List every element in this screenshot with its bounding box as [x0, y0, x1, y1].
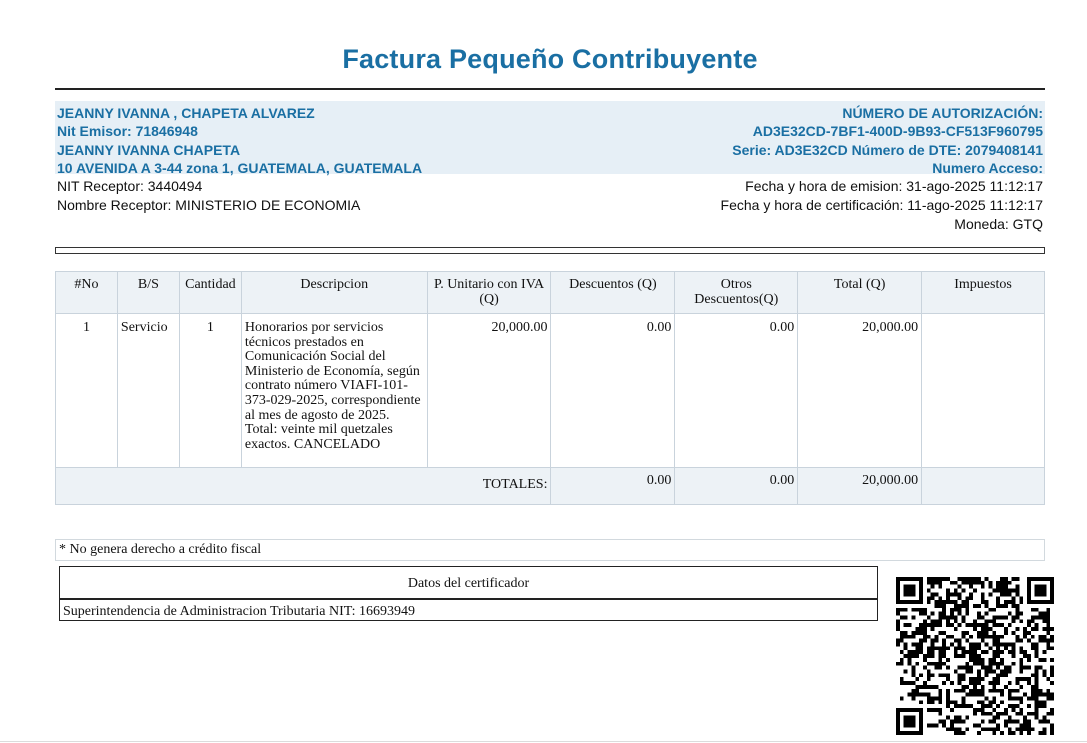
autorizacion-info: [732, 104, 1043, 177]
cell-no: 1: [56, 314, 118, 468]
cell-impuestos: [922, 314, 1045, 468]
cell-total: 20,000.00: [798, 314, 922, 468]
col-header-bs: B/S: [117, 272, 179, 314]
certificador-box: [59, 566, 878, 621]
certificador-detalle: Superintendencia de Administracion Tributaria NIT: 16693949: [63, 604, 415, 619]
autorizacion-label: NÚMERO DE AUTORIZACIÓN:: [842, 105, 1043, 121]
certificador-title: Datos del certificador: [60, 567, 877, 600]
page-bottom-edge: [0, 741, 1087, 742]
col-header-otros: Otros Descuentos(Q): [675, 272, 798, 314]
fecha-certificacion: Fecha y hora de certificación: 11-ago-2025 11:12:17: [720, 197, 1043, 213]
totals-total: 20,000.00: [798, 468, 922, 505]
title-divider: [55, 88, 1045, 90]
moneda: Moneda: GTQ: [954, 216, 1043, 232]
totals-otros: 0.00: [675, 468, 798, 505]
emisor-info: [57, 104, 422, 177]
emisor-direccion: 10 AVENIDA A 3-44 zona 1, GUATEMALA, GUATEMALA: [57, 159, 423, 176]
emisor-nombre: JEANNY IVANNA , CHAPETA ALVAREZ: [57, 105, 315, 121]
fechas-info: [721, 177, 1043, 234]
qr-code-icon: [896, 577, 1054, 735]
col-header-total: Total (Q): [798, 272, 922, 314]
totals-label: TOTALES:: [56, 468, 551, 505]
cell-descripcion: Honorarios por servicios técnicos prestados en Comunicación Social del Ministerio de Economía, según contrato número VIAFI-101-373-029-2025, correspondiente al mes de agosto de 2025. Total: veinte mil quetzales exactos. CANCELADO: [241, 314, 427, 468]
table-header-row: [56, 272, 1045, 314]
col-header-cantidad: Cantidad: [179, 272, 241, 314]
col-header-precio: P. Unitario con IVA (Q): [427, 272, 551, 314]
emisor-nombre-comercial: JEANNY IVANNA CHAPETA: [57, 141, 241, 158]
totals-descuentos: 0.00: [551, 468, 675, 505]
fiscal-note: [55, 539, 1045, 561]
fiscal-note-text: * No genera derecho a crédito fiscal: [59, 542, 262, 557]
cell-otros: 0.00: [675, 314, 798, 468]
cell-descuentos: 0.00: [551, 314, 675, 468]
cell-precio: 20,000.00: [427, 314, 551, 468]
col-header-no: #No: [56, 272, 118, 314]
section-divider: [55, 247, 1045, 254]
numero-acceso: Numero Acceso:: [932, 159, 1043, 176]
col-header-descuentos: Descuentos (Q): [551, 272, 675, 314]
totals-row: [56, 468, 1045, 505]
emisor-nit: Nit Emisor: 71846948: [57, 123, 198, 140]
totals-impuestos: [922, 468, 1045, 505]
autorizacion-serie: Serie: AD3E32CD Número de DTE: 2079408141: [732, 141, 1043, 158]
autorizacion-numero: AD3E32CD-7BF1-400D-9B93-CF513F960795: [752, 123, 1043, 140]
items-table: [55, 271, 1045, 505]
receptor-info: [57, 177, 360, 215]
invoice-title: Factura Pequeño Contribuyente: [342, 44, 758, 74]
fecha-emision: Fecha y hora de emision: 31-ago-2025 11:12:17: [745, 178, 1043, 194]
table-row: [56, 314, 1045, 468]
col-header-descripcion: Descripcion: [241, 272, 427, 314]
col-header-impuestos: Impuestos: [922, 272, 1045, 314]
receptor-nombre: Nombre Receptor: MINISTERIO DE ECONOMIA: [57, 197, 361, 213]
receptor-nit: NIT Receptor: 3440494: [57, 178, 203, 194]
cell-bs: Servicio: [117, 314, 179, 468]
cell-cantidad: 1: [179, 314, 241, 468]
